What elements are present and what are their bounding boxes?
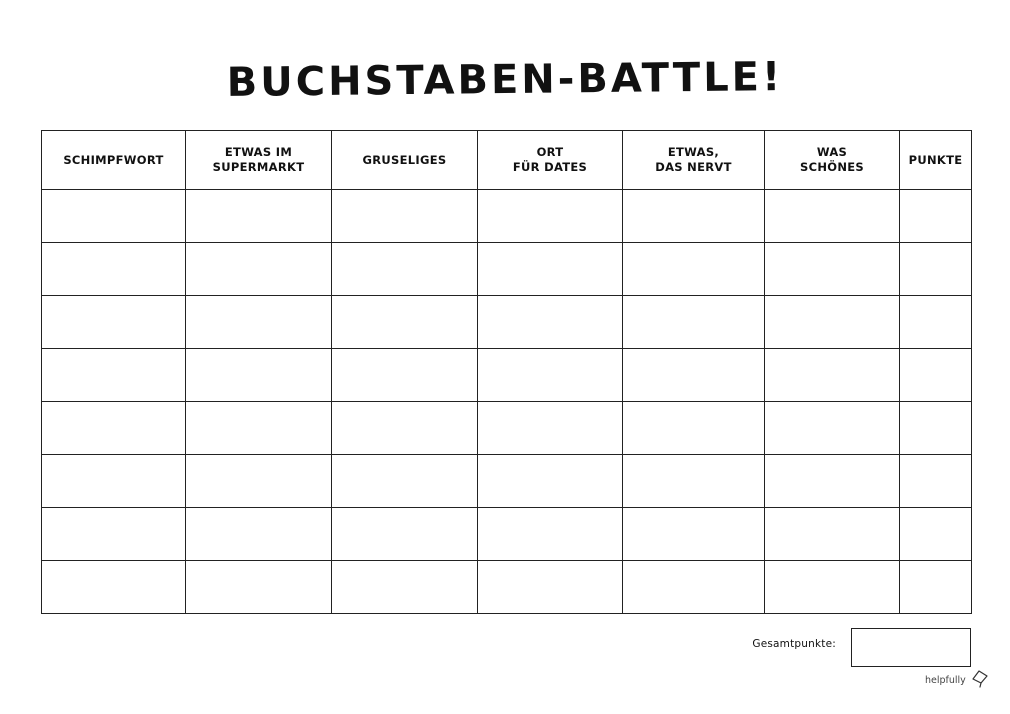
answer-cell-punkte[interactable] [900,349,972,402]
answer-cell-supermarkt[interactable] [186,296,332,349]
answer-cell-supermarkt[interactable] [186,190,332,243]
answer-cell-gruseliges[interactable] [332,296,478,349]
answer-cell-punkte[interactable] [900,561,972,614]
answer-cell-supermarkt[interactable] [186,561,332,614]
table-row [42,190,972,243]
answer-cell-supermarkt[interactable] [186,508,332,561]
column-header-punkte: PUNKTE [900,131,972,190]
answer-cell-schimpfwort[interactable] [42,561,186,614]
answer-cell-punkte[interactable] [900,296,972,349]
column-header-supermarkt: ETWAS IM SUPERMARKT [186,131,332,190]
header-row [42,131,972,190]
answer-cell-ort[interactable] [478,455,623,508]
column-header-ort: ORT FÜR DATES [478,131,623,190]
answer-cell-gruseliges[interactable] [332,402,478,455]
page-title: BUCHSTABEN-BATTLE! [226,54,784,106]
table-row [42,455,972,508]
table-row [42,402,972,455]
answer-cell-gruseliges[interactable] [332,243,478,296]
brand-logo: helpfully [925,675,966,686]
answer-cell-schimpfwort[interactable] [42,296,186,349]
column-header-gruseliges: GRUSELIGES [332,131,478,190]
score-table [41,130,972,614]
answer-cell-nervt[interactable] [623,402,765,455]
answer-cell-nervt[interactable] [623,296,765,349]
answer-cell-schimpfwort[interactable] [42,349,186,402]
answer-cell-gruseliges[interactable] [332,455,478,508]
total-points-box[interactable] [851,628,971,667]
answer-cell-schoenes[interactable] [765,455,900,508]
answer-cell-schoenes[interactable] [765,190,900,243]
answer-cell-ort[interactable] [478,349,623,402]
answer-cell-punkte[interactable] [900,455,972,508]
answer-cell-schoenes[interactable] [765,349,900,402]
answer-cell-ort[interactable] [478,243,623,296]
answer-cell-supermarkt[interactable] [186,455,332,508]
answer-cell-gruseliges[interactable] [332,349,478,402]
answer-cell-schoenes[interactable] [765,508,900,561]
answer-cell-nervt[interactable] [623,508,765,561]
answer-cell-gruseliges[interactable] [332,508,478,561]
column-header-schoenes: WAS SCHÖNES [765,131,900,190]
answer-cell-schimpfwort[interactable] [42,508,186,561]
answer-cell-schimpfwort[interactable] [42,455,186,508]
answer-cell-supermarkt[interactable] [186,402,332,455]
answer-cell-schoenes[interactable] [765,243,900,296]
table-row [42,243,972,296]
answer-cell-ort[interactable] [478,296,623,349]
answer-cell-schoenes[interactable] [765,402,900,455]
answer-cell-supermarkt[interactable] [186,349,332,402]
answer-cell-schimpfwort[interactable] [42,243,186,296]
total-points-label: Gesamtpunkte: [752,638,836,650]
answer-cell-nervt[interactable] [623,190,765,243]
table-row [42,561,972,614]
answer-cell-schoenes[interactable] [765,561,900,614]
answer-cell-ort[interactable] [478,190,623,243]
answer-cell-gruseliges[interactable] [332,190,478,243]
answer-cell-nervt[interactable] [623,349,765,402]
column-header-nervt: ETWAS, DAS NERVT [623,131,765,190]
score-table-body [42,190,972,614]
answer-cell-schimpfwort[interactable] [42,190,186,243]
table-row [42,349,972,402]
answer-cell-gruseliges[interactable] [332,561,478,614]
answer-cell-ort[interactable] [478,402,623,455]
answer-cell-punkte[interactable] [900,402,972,455]
answer-cell-schoenes[interactable] [765,296,900,349]
answer-cell-schimpfwort[interactable] [42,402,186,455]
answer-cell-punkte[interactable] [900,243,972,296]
column-header-schimpfwort: SCHIMPFWORT [42,131,186,190]
answer-cell-nervt[interactable] [623,455,765,508]
table-row [42,296,972,349]
answer-cell-punkte[interactable] [900,190,972,243]
answer-cell-ort[interactable] [478,561,623,614]
answer-cell-supermarkt[interactable] [186,243,332,296]
answer-cell-punkte[interactable] [900,508,972,561]
answer-cell-nervt[interactable] [623,561,765,614]
table-row [42,508,972,561]
answer-cell-ort[interactable] [478,508,623,561]
flag-icon [970,668,990,688]
answer-cell-nervt[interactable] [623,243,765,296]
